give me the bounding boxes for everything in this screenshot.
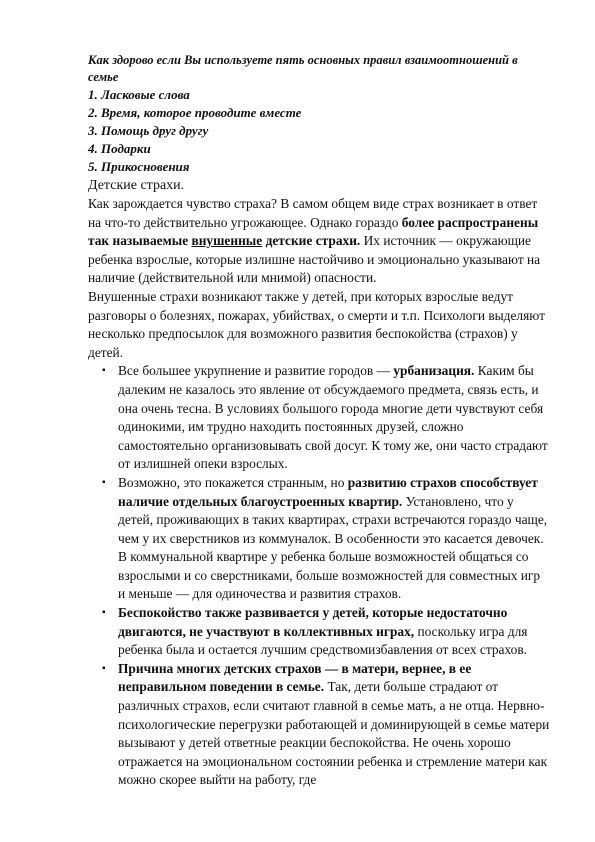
- rule-item: 3. Помощь друг другу: [88, 123, 209, 138]
- bullet-text: Каким бы далеким не казалось это явление от обсуждаемого предмета, связь есть, и она очень тесна. В условиях большого города многие дети чувствуют себя одинокими, им трудно находить постоянных друзей, сложно самостоятельно организовывать свой досуг. К тому же, они часто страдают от излишней опеки взрослых.: [118, 363, 548, 472]
- rules-list: [88, 86, 550, 176]
- document-page: [88, 52, 550, 790]
- bullet-item: [88, 604, 550, 660]
- paragraph-text: Как зарождается чувство страха? В самом общем виде страх возникает в ответ на что-то действительно угрожающее. Однако гораздо: [88, 196, 538, 230]
- rule-item: 5. Прикосновения: [88, 159, 190, 174]
- rule-item: 2. Время, которое проводите вместе: [88, 105, 302, 120]
- section-heading: Детские страхи.: [88, 178, 185, 193]
- paragraph-text: Их источник — окружающие ребенка взрослые, которые излишне настойчиво и эмоционально указывают на наличие (действительной или мнимой) опасности.: [88, 233, 541, 286]
- paragraph-emphasis: более распространены так называемые: [88, 214, 539, 249]
- bullet-emphasis: урбанизация.: [393, 363, 475, 379]
- bullet-text: Установлено, что у детей, проживающих в таких квартирах, страхи встречаются гораздо чаще, чем у их сверстников из коммуналок. В особенности это касается девочек. В коммунальной квартире у ребенка больше возможностей общаться со взрослыми и со сверстниками, больше возможностей для совместных игр и меньше — для одиночества и развития страхов.: [118, 493, 548, 602]
- square-bullet-icon: ▪: [102, 365, 106, 377]
- square-bullet-icon: ▪: [102, 662, 106, 674]
- bullet-emphasis: Беспокойство также развивается у детей, которые недостаточно двигаются, не участвуют в коллективных играх,: [118, 605, 508, 639]
- rule-item: 4. Подарки: [88, 141, 151, 156]
- bullet-list: [88, 362, 550, 790]
- square-bullet-icon: ▪: [102, 476, 106, 488]
- bullet-emphasis: Причина многих детских страхов — в матери, вернее, в ее неправильном поведении в семье.: [118, 660, 472, 695]
- bullet-text: Все большее укрупнение и развитие городов —: [118, 363, 394, 379]
- bullet-text: Так, дети больше страдают от различных страхов, если считают главной в семье мать, а не отца. Нервно-психологические перегрузки работающей и доминирующей в семье матери вызывают у детей ответные реакции беспокойства. Не очень хорошо отражается на эмоциональном состоянии ребенка и стремление матери как можно скорее выйти на работу, где: [118, 679, 550, 788]
- paragraph-suggested-fears: Внушенные страхи возникают также у детей, при которых взрослые ведут разговоры о болезнях, пожарах, убийствах, о смерти и т.п. Психологи выделяют несколько предпосылок для возможного развития беспокойства (страхов) у детей.: [88, 288, 545, 360]
- paragraph-intro: [88, 195, 550, 288]
- bullet-text: Возможно, это покажется странным, но: [118, 474, 348, 490]
- bullet-item: [88, 474, 550, 604]
- square-bullet-icon: ▪: [102, 607, 106, 619]
- bullet-text: поскольку игра для ребенка была и остается лучшим средствомизбавления от всех страхов.: [118, 623, 528, 658]
- underlined-term: внушенные: [191, 233, 263, 249]
- bullet-emphasis: развитию страхов способствует наличие отдельных благоустроенных квартир.: [118, 474, 538, 509]
- document-title: Как здорово если Вы используете пять основных правил взаимоотношений в семье: [88, 53, 518, 84]
- paragraph-emphasis: детские страхи.: [262, 233, 361, 249]
- bullet-item: [88, 660, 550, 790]
- bullet-item: [88, 362, 550, 474]
- rule-item: 1. Ласковые слова: [88, 87, 190, 102]
